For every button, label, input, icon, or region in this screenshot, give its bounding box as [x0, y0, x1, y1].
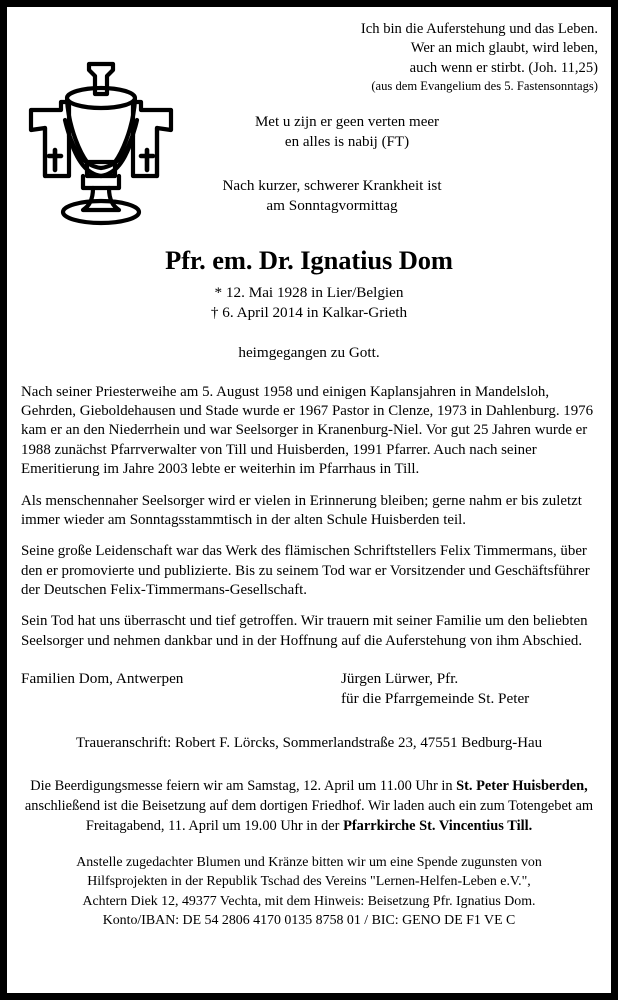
biography-paragraph-2: Als menschennaher Seelsorger wird er vielen in Erinnerung bleiben; gerne nahm er bis zuletzt immer wieder am Sonntagsstammtisch in der alten Schule Huisberden teil. — [21, 492, 582, 528]
signature-parish — [309, 669, 597, 709]
deceased-name-block — [17, 246, 601, 362]
chalice-with-stole-icon — [25, 58, 177, 226]
scripture-source: (aus dem Evangelium des 5. Fastensonntags) — [371, 78, 598, 93]
birth-date: * 12. Mai 1928 in Lier/Belgien — [214, 284, 404, 302]
biography-paragraph-1: Nach seiner Priesterweihe am 5. August 1958 und einigen Kaplansjahren in Mandelsloh, Gehrden, Gieboldehausen und Stade wurde er 1967 Pastor in Clenze, 1973 in Dahlenburg. 1976 kam er an den Niederrhein und war Seelsorger in Kranenburg-Niel. Vor gut 25 Jahren wurde er 1988 zunächst Pfarrverwalter von Till und Huisberden, 1991 Pfarrer. Auch nach seiner Emeritierung im Jahre 2003 lebte er weiterhin im Pfarrhaus in Till. — [21, 383, 594, 478]
donation-line-1: Anstelle zugedachter Blumen und Kränze bitten wir um eine Spende zugunsten von — [76, 854, 542, 870]
biography-paragraph-3: Seine große Leidenschaft war das Werk des flämischen Schriftstellers Felix Timmermans, über den er promovierte und publizierte. Bis zu seinem Tod war er Vorsitzender und Geschäftsführer der Deutschen Felix-Timmermans-Gesellschaft. — [21, 543, 590, 599]
signature-parish-name: Jürgen Lürwer, Pfr. — [341, 670, 459, 688]
commendation-text: heimgegangen zu Gott. — [238, 343, 380, 361]
signature-family: Familien Dom, Antwerpen — [21, 670, 184, 688]
donation-request — [17, 853, 601, 931]
life-dates — [17, 283, 601, 323]
death-date: † 6. April 2014 in Kalkar-Grieth — [210, 303, 408, 321]
donation-bank-details: Konto/IBAN: DE 54 2806 4170 0135 8758 01 / BIC: GENO DE F1 VE C — [102, 913, 516, 929]
scripture-line-3: auch wenn er stirbt. (Joh. 11,25) — [409, 59, 598, 76]
mourning-address: Traueranschrift: Robert F. Lörcks, Sommerlandstraße 23, 47551 Bedburg-Hau — [75, 735, 543, 752]
scripture-line-1: Ich bin die Auferstehung und das Leben. — [360, 21, 598, 37]
dutch-quote-line-1: Met u zijn er geen verten meer — [254, 114, 440, 131]
illness-line-1: Nach kurzer, schwerer Krankheit ist — [222, 177, 442, 195]
signature-block — [17, 669, 601, 709]
funeral-church-1: St. Peter Huisberden, — [456, 778, 588, 795]
obituary-inner-frame — [7, 7, 611, 993]
deceased-name: Pfr. em. Dr. Ignatius Dom — [165, 245, 453, 275]
donation-line-2: Hilfsprojekten in der Republik Tschad des Vereins "Lernen-Helfen-Leben e.V.", — [87, 874, 531, 890]
funeral-part-1: Die Beerdigungsmesse feiern wir am Samstag, 12. April um 11.00 Uhr in — [30, 778, 457, 795]
funeral-details — [17, 777, 601, 837]
donation-line-3: Achtern Diek 12, 49377 Vechta, mit dem Hinweis: Beisetzung Pfr. Ignatius Dom. — [82, 893, 536, 909]
scripture-line-2: Wer an mich glaubt, wird leben, — [410, 40, 598, 57]
signature-parish-role: für die Pfarrgemeinde St. Peter — [341, 690, 530, 708]
illness-line-2: am Sonntagvormittag — [266, 197, 398, 215]
dutch-quote-line-2: en alles is nabij (FT) — [284, 134, 410, 151]
biography-paragraph-4: Sein Tod hat uns überrascht und tief getroffen. Wir trauern mit seiner Familie um den beliebten Seelsorger und nehmen dankbar und in der Hoffnung auf die Auferstehung von ihm Abschied. — [21, 613, 588, 649]
funeral-church-2: Pfarrkirche St. Vincentius Till. — [343, 818, 533, 835]
funeral-part-2: anschließend ist die Beisetzung auf dem dortigen Friedhof. Wir laden auch ein zum Totengebet am Freitagabend, 11. April um 19.00 Uhr in der — [24, 798, 594, 835]
header-zone — [17, 10, 601, 232]
biography-body — [17, 383, 601, 652]
